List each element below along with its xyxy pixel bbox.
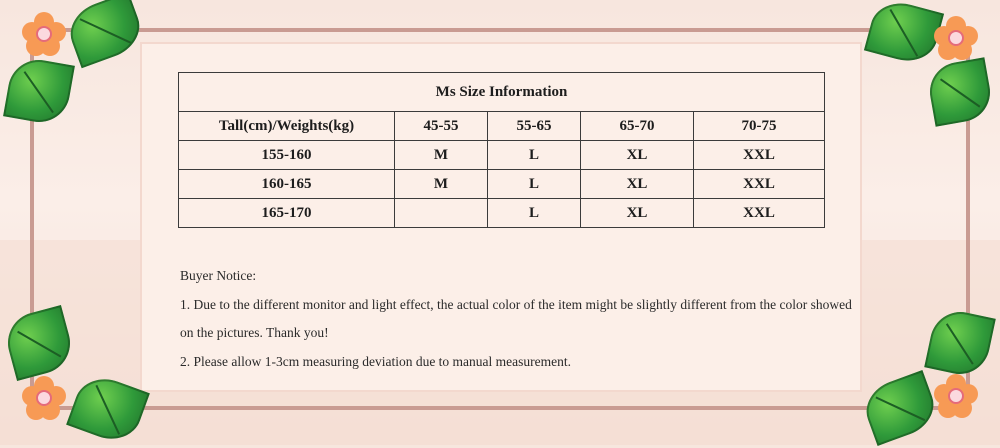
flower-icon — [22, 376, 66, 420]
table-row — [179, 170, 825, 199]
table-cell: XL — [581, 141, 694, 170]
table-cell: M — [395, 170, 488, 199]
table-cell: XL — [581, 199, 694, 228]
buyer-notice — [180, 262, 860, 376]
notice-line: on the pictures. Thank you! — [180, 325, 329, 340]
notice-heading: Buyer Notice: — [180, 268, 257, 283]
table-cell — [395, 199, 488, 228]
table-header-row — [179, 112, 825, 141]
notice-line: 1. Due to the different monitor and light effect, the actual color of the item might be slightly different from the color showed — [180, 296, 852, 312]
column-header: 45-55 — [395, 112, 488, 141]
table-cell: L — [488, 199, 581, 228]
size-table — [178, 72, 825, 228]
table-row — [179, 199, 825, 228]
table-cell: XXL — [694, 170, 825, 199]
column-header: Tall(cm)/Weights(kg) — [179, 112, 395, 141]
column-header: 55-65 — [488, 112, 581, 141]
table-cell: 160-165 — [179, 170, 395, 199]
table-cell: XXL — [694, 141, 825, 170]
table-cell: 155-160 — [179, 141, 395, 170]
notice-line: 2. Please allow 1-3cm measuring deviation due to manual measurement. — [180, 353, 572, 369]
flower-icon — [22, 12, 66, 56]
column-header: 70-75 — [694, 112, 825, 141]
table-title: Ms Size Information — [179, 73, 825, 112]
table-title-row — [179, 73, 825, 112]
table-cell: M — [395, 141, 488, 170]
table-cell: L — [488, 170, 581, 199]
table-cell: 165-170 — [179, 199, 395, 228]
table-cell: L — [488, 141, 581, 170]
table-row — [179, 141, 825, 170]
flower-icon — [934, 16, 978, 60]
column-header: 65-70 — [581, 112, 694, 141]
table-cell: XL — [581, 170, 694, 199]
table-cell: XXL — [694, 199, 825, 228]
flower-icon — [934, 374, 978, 418]
